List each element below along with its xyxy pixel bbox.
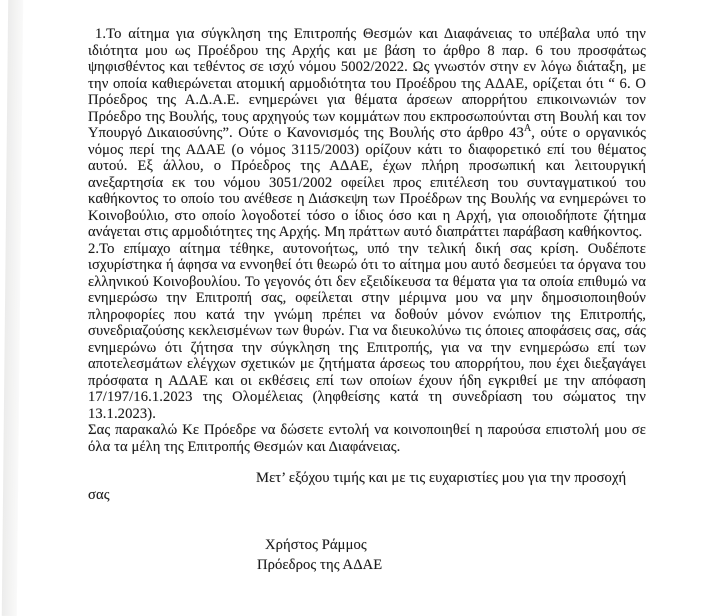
letter-paragraph-3: Σας παρακαλώ Κε Πρόεδρε να δώσετε εντολή να κοινοποιηθεί η παρούσα επιστολή μου σε όλα τα μέλη της Επιτροπής Θεσμών και Διαφάνειας.	[88, 422, 646, 455]
paragraph-1-text-before-footnote: 1.Το αίτημα για σύγκληση της Επιτροπής Θεσμών και Διαφάνειας το υπέβαλα υπό την ιδιότητα μου ως Προέδρου της Αρχής και με βάση το άρθρο 8 παρ. 6 του προσφάτως ψηφισθέντος και τεθέντος σε ισχύ νόμου 5002/2022. Ως γνωστόν στην εν λόγω διάταξη, με την οποία καθιερώνεται ατομική αρμοδιότητα του Προέδρου της ΑΔΑΕ, ορίζεται ότι “ 6. Ο Πρόεδρος της Α.Δ.Α.Ε. ενημερώνει για θέματα άρσεων απορρήτου επικοινωνιών τον Πρόεδρο της Βουλής, τους αρχηγούς των κομμάτων που εκπροσωπούνται στη Βουλή και τον Υπουργό Δικαιοσύνης”. Ούτε ο Κανονισμός της Βουλής στο άρθρο 43	[88, 26, 646, 141]
closing-salutation-line-2: σας	[88, 486, 110, 503]
signature-block	[88, 537, 646, 573]
letter-body	[88, 26, 646, 573]
article-43A-superscript: Α	[523, 123, 532, 135]
signature-name: Χρήστος Ράμμος	[265, 537, 367, 553]
letter-paragraph-1	[88, 26, 646, 241]
letter-paragraph-2: 2.Το επίμαχο αίτημα τέθηκε, αυτονοήτως, υπό την τελική δική σας κρίση. Ουδέποτε ισχυρίστηκα ή άφησα να εννοηθεί ότι θεωρώ ότι το αίτημα μου αυτό δεσμεύει τα όργανα του ελληνικού Κοινοβουλίου. Το γεγονός ότι δεν εξειδίκευσα τα θέματα για τα οποία επιθυμώ να ενημερώσω την Επιτροπή σας, οφείλεται στην μέριμνα μου να μην δημοσιοποιηθούν πληροφορίες που κατά την γνώμη πρέπει να δοθούν μόνον ενώπιον της Επιτροπής, συνεδριαζούσης κεκλεισμένων των θυρών. Για να διευκολύνω τις όποιες αποφάσεις σας, σάς ενημερώνω ότι ζήτησα την σύγκληση της Επιτροπής, για να την ενημερώσω επί των αποτελεσμάτων ελέγχων σχετικών με ζητήματα άρσεως του απορρήτου, που έχει διεξαγάγει πρόσφατα η ΑΔΑΕ και οι εκθέσεις επί των οποίων έχουν ήδη εγκριθεί με την απόφαση 17/197/16.1.2023 της Ολομέλειας (ληφθείσης κατά τη συνεδρίαση του σώματος την 13.1.2023).	[88, 240, 646, 422]
signature-title: Πρόεδρος της ΑΔΑΕ	[257, 556, 383, 573]
paragraph-1-text-after-footnote: , ούτε ο οργανικός νόμος περί της ΑΔΑΕ (ο νόμος 3115/2003) ορίζουν κάτι το διαφορετικό επί του θέματος αυτού. Εξ άλλου, ο Πρόεδρος της ΑΔΑΕ, έχων πλήρη προσωπική και λειτουργική ανεξαρτησία εκ του νόμου 3051/2002 οφείλει προς επιτέλεση του συνταγματικού του καθήκοντος το οποίο του ανέθεσε η Διάσκεψη των Προέδρων της Βουλής να ενημερώνει το Κοινοβούλιο, στο οποίο λογοδοτεί τόσο ο ίδιος όσο και η Αρχή, για οποιοδήποτε ζήτημα ανάγεται στις αρμοδιότητες της Αρχής. Μη πράττων αυτό διαπράττει παράβαση καθήκοντος.	[88, 125, 647, 240]
scan-edge-artifact	[2, 0, 23, 616]
closing-salutation-line-1: Μετ’ εξόχου τιμής και με τις ευχαριστίες μου για την προσοχή	[256, 470, 627, 486]
